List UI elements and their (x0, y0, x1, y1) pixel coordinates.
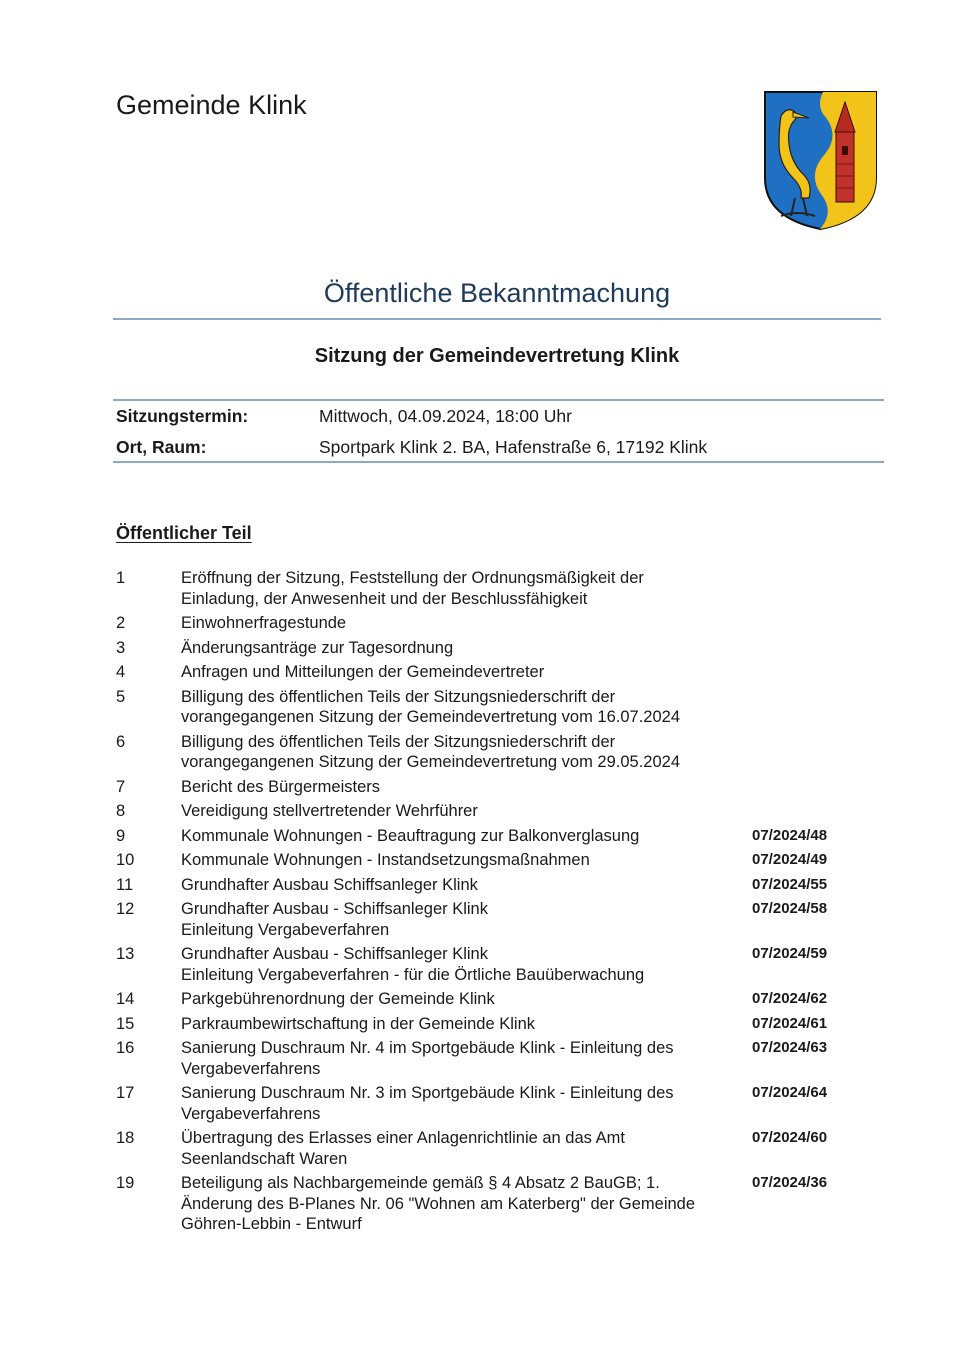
agenda-reference: 07/2024/61 (752, 1014, 828, 1032)
agenda-item (116, 801, 876, 822)
agenda-text: Bericht des Bürgermeisters (181, 777, 380, 796)
agenda-number: 3 (116, 638, 126, 657)
meta-value: Mittwoch, 04.09.2024, 18:00 Uhr (319, 406, 572, 426)
agenda-item (116, 732, 876, 773)
agenda-reference: 07/2024/55 (752, 875, 828, 893)
agenda-text: Billigung des öffentlichen Teils der Sitzungsniederschrift der vorangegangenen Sitzung der Gemeindevertretung vom 16.07.2024 (181, 687, 681, 726)
agenda-number: 15 (116, 1014, 135, 1033)
meta-label: Ort, Raum: (116, 437, 207, 457)
agenda-item (116, 613, 876, 634)
agenda-number: 14 (116, 990, 135, 1008)
agenda-text: Eröffnung der Sitzung, Feststellung der Ordnungsmäßigkeit der Einladung, der Anwesenheit und der Beschlussfähigkeit (181, 569, 644, 608)
agenda-number: 19 (116, 1174, 135, 1192)
agenda-list (116, 568, 876, 1239)
agenda-number: 8 (116, 802, 126, 820)
agenda-text: Beteiligung als Nachbargemeinde gemäß § 4 Absatz 2 BauGB; 1. Änderung des B-Planes Nr. 06 "Wohnen am Katerberg" der Gemeinde Göhren-Lebbin - Entwurf (181, 1174, 696, 1233)
agenda-item (116, 899, 876, 940)
agenda-item (116, 638, 876, 659)
agenda-item (116, 1038, 876, 1079)
agenda-reference: 07/2024/36 (752, 1174, 828, 1191)
agenda-reference: 07/2024/48 (752, 826, 828, 844)
agenda-reference: 07/2024/58 (752, 900, 828, 917)
meta-label: Sitzungstermin: (116, 406, 249, 426)
agenda-text: Sanierung Duschraum Nr. 3 im Sportgebäude Klink - Einleitung des Vergabeverfahrens (181, 1084, 674, 1123)
agenda-number: 10 (116, 851, 135, 869)
agenda-item (116, 1083, 876, 1124)
agenda-text: Kommunale Wohnungen - Beauftragung zur Balkonverglasung (181, 826, 640, 845)
agenda-text: Grundhafter Ausbau - Schiffsanleger Klink Einleitung Vergabeverfahren (181, 900, 488, 939)
agenda-text: Billigung des öffentlichen Teils der Sitzungsniederschrift der vorangegangenen Sitzung der Gemeindevertretung vom 29.05.2024 (181, 732, 681, 771)
agenda-text: Grundhafter Ausbau Schiffsanleger Klink (181, 875, 478, 894)
municipality-title: Gemeinde Klink (116, 90, 307, 120)
meta-value: Sportpark Klink 2. BA, Hafenstraße 6, 17192 Klink (319, 437, 708, 457)
agenda-text: Parkraumbewirtschaftung in der Gemeinde Klink (181, 1014, 536, 1033)
agenda-reference: 07/2024/64 (752, 1084, 828, 1101)
agenda-item (116, 777, 876, 798)
agenda-item (116, 687, 876, 728)
agenda-item (116, 826, 876, 847)
agenda-number: 13 (116, 945, 135, 963)
agenda-number: 12 (116, 900, 135, 918)
agenda-text: Sanierung Duschraum Nr. 4 im Sportgebäude Klink - Einleitung des Vergabeverfahrens (181, 1039, 674, 1078)
notice-title: Öffentliche Bekanntmachung (323, 278, 671, 308)
session-title: Sitzung der Gemeindevertretung Klink (314, 345, 680, 367)
agenda-number: 1 (116, 569, 126, 587)
agenda-text: Änderungsanträge zur Tagesordnung (181, 638, 454, 657)
agenda-item (116, 944, 876, 985)
agenda-number: 2 (116, 614, 126, 632)
agenda-number: 11 (116, 875, 134, 894)
agenda-item (116, 989, 876, 1010)
agenda-reference: 07/2024/62 (752, 990, 828, 1007)
agenda-item (116, 875, 876, 896)
agenda-text: Kommunale Wohnungen - Instandsetzungsmaßnahmen (181, 851, 590, 869)
agenda-number: 16 (116, 1039, 135, 1057)
agenda-reference: 07/2024/63 (752, 1039, 828, 1056)
agenda-number: 4 (116, 663, 126, 681)
title-divider (113, 318, 881, 320)
agenda-number: 7 (116, 777, 126, 796)
section-heading: Öffentlicher Teil (116, 523, 252, 543)
agenda-number: 5 (116, 687, 126, 706)
coat-of-arms-icon (763, 90, 878, 231)
agenda-item (116, 1014, 876, 1035)
agenda-number: 9 (116, 826, 126, 845)
agenda-number: 18 (116, 1129, 135, 1147)
agenda-text: Einwohnerfragestunde (181, 614, 347, 632)
agenda-text: Grundhafter Ausbau - Schiffsanleger Klink Einleitung Vergabeverfahren - für die Örtliche Bauüberwachung (181, 945, 645, 984)
agenda-text: Parkgebührenordnung der Gemeinde Klink (181, 990, 495, 1008)
agenda-item (116, 1173, 876, 1235)
agenda-reference: 07/2024/59 (752, 945, 828, 962)
agenda-text: Übertragung des Erlasses einer Anlagenrichtlinie an das Amt Seenlandschaft Waren (181, 1129, 625, 1168)
agenda-text: Vereidigung stellvertretender Wehrführer (181, 802, 478, 820)
agenda-reference: 07/2024/49 (752, 851, 828, 868)
agenda-reference: 07/2024/60 (752, 1129, 828, 1146)
meta-divider-top (113, 399, 884, 401)
agenda-text: Anfragen und Mitteilungen der Gemeindevertreter (181, 663, 545, 681)
agenda-item (116, 850, 876, 871)
agenda-number: 6 (116, 732, 126, 751)
meta-divider-bottom (113, 461, 884, 463)
agenda-number: 17 (116, 1084, 135, 1102)
agenda-item (116, 1128, 876, 1169)
agenda-item (116, 662, 876, 683)
agenda-item (116, 568, 876, 609)
